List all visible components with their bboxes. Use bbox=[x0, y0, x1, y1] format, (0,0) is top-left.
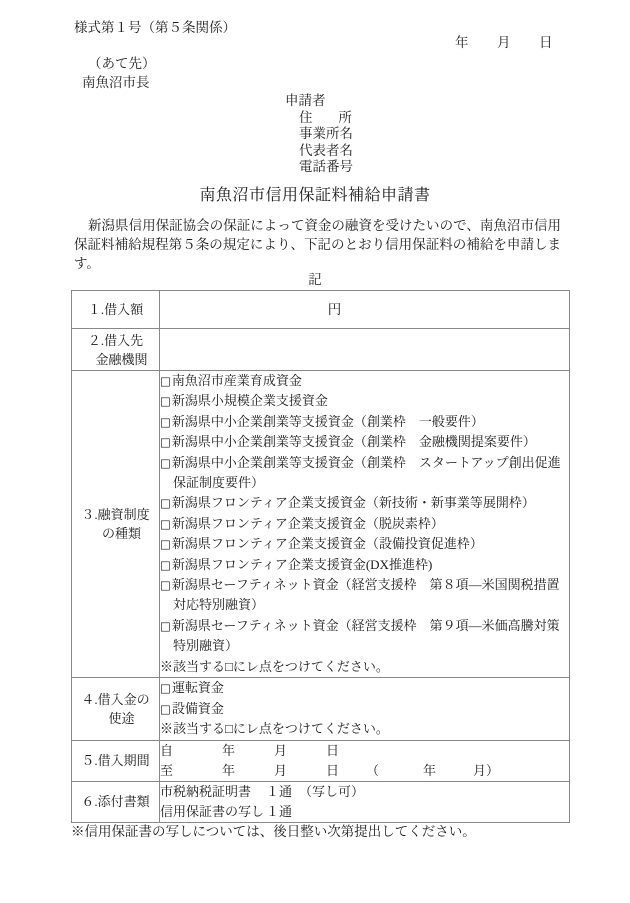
period-from-day: 日 bbox=[326, 742, 340, 758]
period-to-label: 至 bbox=[160, 762, 174, 778]
table-row-period bbox=[72, 740, 570, 781]
option-label: 新潟県フロンティア企業支援資金（脱炭素枠） bbox=[171, 515, 444, 531]
checkbox-icon[interactable]: □ bbox=[160, 374, 171, 388]
row-value-period[interactable] bbox=[160, 740, 570, 781]
period-duration-year: 年 bbox=[423, 762, 437, 778]
option-label: 新潟県セーフティネット資金（経営支援枠 第９項―米価高騰対策特別融資） bbox=[171, 617, 560, 654]
period-from-month: 月 bbox=[274, 742, 288, 758]
row-label-period: ５.借入期間 bbox=[72, 740, 160, 781]
period-to-row bbox=[160, 761, 569, 781]
checkbox-icon[interactable]: □ bbox=[160, 618, 171, 633]
ki-marker: 記 bbox=[308, 272, 322, 287]
row-label-loan-amount: １.借入額 bbox=[72, 291, 160, 329]
intro-paragraph: 新潟県信用保証協会の保証によって資金の融資を受けたいので、南魚沼市信用保証料補給規程第５条の規定により、下記のとおり信用保証料の補給を申請します。 bbox=[74, 218, 561, 271]
loan-type-option-list bbox=[160, 371, 569, 657]
option-label: 新潟県中小企業創業等支援資金（創業枠 一般要件） bbox=[171, 413, 484, 429]
checkbox-icon[interactable]: □ bbox=[160, 496, 171, 511]
attachment-name: 市税納税証明書 bbox=[160, 783, 252, 799]
row-label-bank bbox=[72, 329, 160, 371]
date-month-label: 月 bbox=[497, 35, 511, 50]
option-label: 新潟県セーフティネット資金（経営支援枠 第８項―米国関税措置対応特別融資） bbox=[171, 577, 560, 613]
attachment-list bbox=[160, 782, 569, 822]
row-label-bank-line2: 金融機関 bbox=[95, 351, 148, 367]
list-item[interactable] bbox=[160, 493, 569, 513]
option-label: 新潟県フロンティア企業支援資金（新技術・新事業等展開枠） bbox=[171, 495, 535, 511]
attachment-count: １通 bbox=[266, 783, 293, 799]
table-row-bank bbox=[72, 329, 570, 371]
list-item[interactable] bbox=[160, 514, 569, 534]
checkbox-icon[interactable]: □ bbox=[160, 537, 171, 552]
applicant-address-label-1: 住 bbox=[299, 109, 313, 125]
row-value-bank[interactable] bbox=[160, 329, 570, 371]
option-label: 設備資金 bbox=[171, 700, 224, 716]
period-from-year: 年 bbox=[222, 742, 236, 758]
list-item[interactable] bbox=[160, 575, 569, 616]
period-to-year: 年 bbox=[222, 762, 236, 778]
option-label: 新潟県小規模企業支援資金 bbox=[171, 393, 328, 409]
checkbox-icon[interactable]: □ bbox=[160, 578, 171, 593]
table-row-loan-type bbox=[72, 371, 570, 678]
list-item[interactable] bbox=[160, 432, 569, 452]
checkbox-icon[interactable]: □ bbox=[160, 681, 171, 696]
usage-option-list bbox=[160, 678, 569, 719]
list-item[interactable] bbox=[160, 453, 569, 494]
footnote: ※信用保証書の写しについては、後日整い次第提出してください。 bbox=[71, 824, 476, 839]
date-day-label: 日 bbox=[539, 35, 553, 50]
form-code: 様式第１号（第５条関係） bbox=[74, 20, 236, 35]
period-duration-open: （ bbox=[366, 762, 380, 778]
list-item bbox=[160, 802, 569, 822]
option-label: 運転資金 bbox=[171, 680, 224, 696]
period-from-row bbox=[160, 741, 569, 761]
date-year-label: 年 bbox=[455, 35, 469, 50]
attachment-name: 信用保証書の写し bbox=[160, 803, 265, 819]
date-line bbox=[455, 31, 553, 51]
period-to-day: 日 bbox=[326, 762, 340, 778]
list-item[interactable] bbox=[160, 699, 569, 720]
list-item[interactable] bbox=[160, 371, 569, 391]
row-label-usage-line1: ４.借入金の bbox=[81, 691, 150, 707]
applicant-office-name: 事業所名 bbox=[299, 126, 353, 142]
checkbox-icon[interactable]: □ bbox=[160, 414, 171, 429]
row-label-attachments: ６.添付書類 bbox=[72, 781, 160, 822]
addressee-name: 南魚沼市長 bbox=[82, 75, 150, 90]
list-item[interactable] bbox=[160, 534, 569, 554]
row-label-loan-type-line1: ３.融資制度 bbox=[81, 507, 150, 523]
option-label: 新潟県フロンティア企業支援資金(DX推進枠) bbox=[171, 556, 433, 572]
row-label-usage-line2: 使途 bbox=[108, 710, 135, 726]
option-label: 南魚沼市産業育成資金 bbox=[171, 373, 302, 388]
list-item[interactable] bbox=[160, 412, 569, 432]
row-value-usage bbox=[160, 678, 570, 740]
checkbox-icon[interactable]: □ bbox=[160, 455, 171, 470]
attachment-count: １通 bbox=[266, 803, 293, 819]
application-table bbox=[71, 290, 570, 823]
row-label-usage bbox=[72, 678, 160, 740]
checkbox-icon[interactable]: □ bbox=[160, 394, 171, 409]
row-value-loan-type bbox=[160, 371, 570, 678]
list-item bbox=[160, 782, 569, 802]
period-duration-month: 月） bbox=[473, 762, 500, 778]
applicant-phone: 電話番号 bbox=[299, 159, 353, 175]
page-title: 南魚沼市信用保証料補給申請書 bbox=[199, 187, 431, 204]
list-item[interactable] bbox=[160, 555, 569, 575]
loan-type-note: ※該当する□にレ点をつけてください。 bbox=[160, 658, 389, 674]
row-label-bank-line1: ２.借入先 bbox=[87, 332, 144, 348]
list-item[interactable] bbox=[160, 678, 569, 699]
usage-note: ※該当する□にレ点をつけてください。 bbox=[160, 721, 389, 737]
applicant-address-row bbox=[285, 110, 353, 127]
checkbox-icon[interactable]: □ bbox=[160, 701, 171, 716]
period-fields bbox=[160, 741, 569, 781]
checkbox-icon[interactable]: □ bbox=[160, 435, 171, 450]
option-label: 新潟県フロンティア企業支援資金（設備投資促進枠） bbox=[171, 536, 483, 552]
period-to-month: 月 bbox=[274, 762, 288, 778]
applicant-address-label-2: 所 bbox=[338, 109, 352, 125]
applicant-block bbox=[285, 93, 353, 176]
checkbox-icon[interactable]: □ bbox=[160, 557, 171, 572]
loan-amount-unit: 円 bbox=[327, 302, 342, 317]
option-label: 新潟県中小企業創業等支援資金（創業枠 金融機関提案要件） bbox=[171, 434, 536, 450]
table-row-attachments bbox=[72, 781, 570, 822]
row-label-loan-type bbox=[72, 371, 160, 678]
applicant-representative: 代表者名 bbox=[299, 142, 353, 158]
checkbox-icon[interactable]: □ bbox=[160, 516, 171, 531]
attachment-note: （写し可） bbox=[299, 783, 365, 799]
table-row-loan-amount bbox=[72, 291, 570, 329]
table-row-usage bbox=[72, 678, 570, 740]
applicant-title: 申請者 bbox=[285, 93, 326, 108]
addressee-label: （あて先） bbox=[88, 56, 156, 71]
row-value-loan-amount[interactable] bbox=[160, 291, 570, 329]
period-from-label: 自 bbox=[160, 742, 174, 758]
option-label: 新潟県中小企業創業等支援資金（創業枠 スタートアップ創出促進保証制度要件） bbox=[171, 454, 561, 491]
list-item[interactable] bbox=[160, 391, 569, 411]
row-value-attachments bbox=[160, 781, 570, 822]
list-item[interactable] bbox=[160, 616, 569, 657]
row-label-loan-type-line2: の種類 bbox=[101, 526, 141, 542]
